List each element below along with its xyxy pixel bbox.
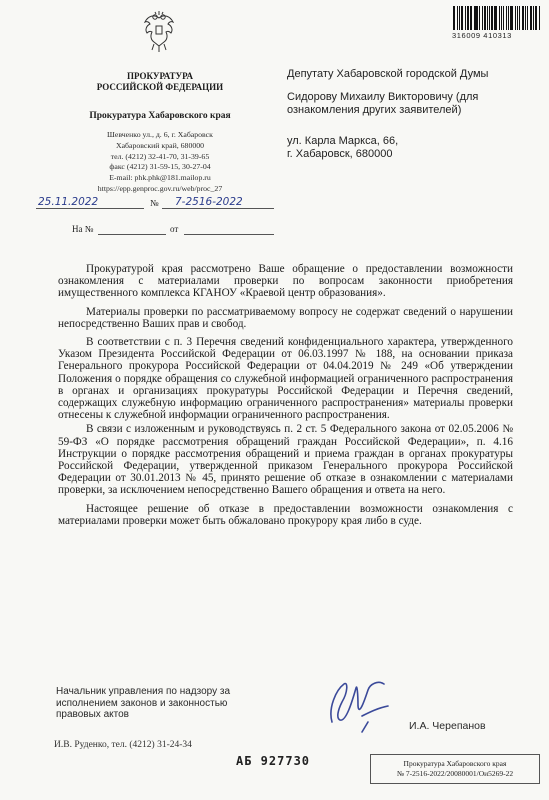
barcode-bar — [530, 6, 533, 30]
recipient-city: г. Хабаровск, 680000 — [287, 148, 393, 160]
barcode-bar — [461, 6, 464, 30]
barcode-bar — [535, 6, 537, 30]
registration-date-line — [36, 208, 144, 209]
paragraph-4: В связи с изложенным и руководствуясь п. 2 ст. 5 Федерального закона от 02.05.2006 № 59-ФЗ «О порядке рассмотрения обращений граждан Российской Федерации», п. 4.16 Инструкции о порядке рассмотрения обращений и приема граждан в органах прокуратуры Российской Федерации, утвержденной приказом Генерального прокурора Российской Федерации от 30.01.2013 № 45, принято решение об отказе в ознакомлении с материалами проверки, за исключением непосредственно Вашего обращения и ответа на него. — [58, 423, 513, 497]
sender-organization: ПРОКУРАТУРА РОССИЙСКОЙ ФЕДЕРАЦИИ — [96, 71, 224, 92]
barcode-bar — [475, 6, 478, 30]
barcode-bar — [533, 6, 534, 30]
paragraph-1: Прокуратурой края рассмотрено Ваше обращение о предоставлении возможности ознакомления с материалами проверки по вопросам законности приобретения имущественного комплекса КГАНОУ «Краевой центр образования». — [58, 263, 513, 300]
registration-date: 25.11.2022 — [38, 196, 99, 208]
barcode-bar — [467, 6, 469, 30]
form-serial-number: АБ 927730 — [236, 754, 311, 768]
barcode-bar — [539, 6, 540, 30]
barcode-bar — [506, 6, 507, 30]
registration-number-line — [162, 208, 274, 209]
barcode-bar — [508, 6, 509, 30]
barcode-bar — [515, 6, 517, 30]
registration-stamp: Прокуратура Хабаровского края № 7-2516-2022/20080001/Ои5269-22 — [370, 754, 540, 784]
recipient-street: ул. Карла Маркса, 66, — [287, 135, 399, 147]
recipient-name: Сидорову Михаилу Викторовичу (для — [287, 91, 479, 103]
registration-number-sign: № — [150, 198, 159, 208]
barcode-bar — [479, 6, 480, 30]
recipient-position: Депутату Хабаровской городской Думы — [287, 68, 489, 80]
barcode-bar — [465, 6, 466, 30]
barcode-bar — [482, 6, 483, 30]
barcode-bar — [484, 6, 486, 30]
recipient-block — [287, 68, 537, 161]
barcode-bar — [487, 6, 488, 30]
barcode-bar — [522, 6, 524, 30]
barcode-bar — [470, 6, 472, 30]
paragraph-3: В соответствии с п. 3 Перечня сведений конфиденциального характера, утвержденного Указом Президента Российской Федерации от 06.03.1997 № 188, на основании приказа Генерального прокурора Российской Федерации от 04.04.2019 № 249 «Об утверждении Положения о порядке обращения со служебной информацией ограниченного распространения в органах и организациях прокуратуры Российской Федерации и Перечня сведений, содержащих служебную информацию ограниченного распространения» материалы проверки отнесены к служебной информации ограниченного распространения. — [58, 336, 513, 422]
barcode-bar — [510, 6, 513, 30]
barcode-bar — [491, 6, 493, 30]
barcode-bar — [474, 6, 475, 30]
barcode-bar — [503, 6, 505, 30]
reference-number-label: На № — [72, 224, 94, 234]
reference-number-line — [98, 234, 166, 235]
registration-number: 7-2516-2022 — [175, 196, 243, 208]
sender-office: Прокуратура Хабаровского края — [89, 111, 231, 121]
reference-date-line — [184, 234, 274, 235]
barcode-bar — [489, 6, 490, 30]
barcode-bar — [519, 6, 520, 30]
signatory-title: Начальник управления по надзору за исполнением законов и законностью правовых актов — [56, 686, 231, 720]
reference-date-label: от — [170, 224, 179, 234]
coat-of-arms-emblem — [142, 8, 176, 56]
handwritten-signature — [318, 672, 398, 738]
signatory-name: И.А. Черепанов — [409, 720, 486, 732]
barcode-bar — [453, 6, 455, 30]
barcode-bar — [494, 6, 497, 30]
barcode-bar — [525, 6, 526, 30]
sender-address: Шевченко ул., д. 6, г. Хабаровск Хабаровский край, 680000 тел. (4212) 32-41-70, 31-39-65 факс (4212) 31-59-15, 30-27-04 E-mail: phk.phk@181.mailop.ru https://epp.genproc.gov.ru/web/proc_27 — [97, 130, 223, 193]
barcode — [453, 6, 541, 30]
recipient-note: ознакомления других заявителей) — [287, 104, 462, 116]
barcode-number: 316009 410313 — [452, 31, 512, 40]
paragraph-2: Материалы проверки по рассматриваемому вопросу не содержат сведений о нарушении непосредственно Ваших прав и свобод. — [58, 305, 513, 330]
barcode-bar — [527, 6, 528, 30]
executor-info: И.В. Руденко, тел. (4212) 31-24-34 — [54, 740, 192, 750]
barcode-bar — [457, 6, 458, 30]
paragraph-5: Настоящее решение об отказе в предоставлении возможности ознакомления с материалами проверки может быть обжаловано прокурору края либо в суде. — [58, 502, 513, 527]
barcode-bar — [499, 6, 500, 30]
letter-body — [58, 263, 513, 533]
barcode-bar — [459, 6, 460, 30]
barcode-bar — [517, 6, 518, 30]
barcode-bar — [501, 6, 502, 30]
